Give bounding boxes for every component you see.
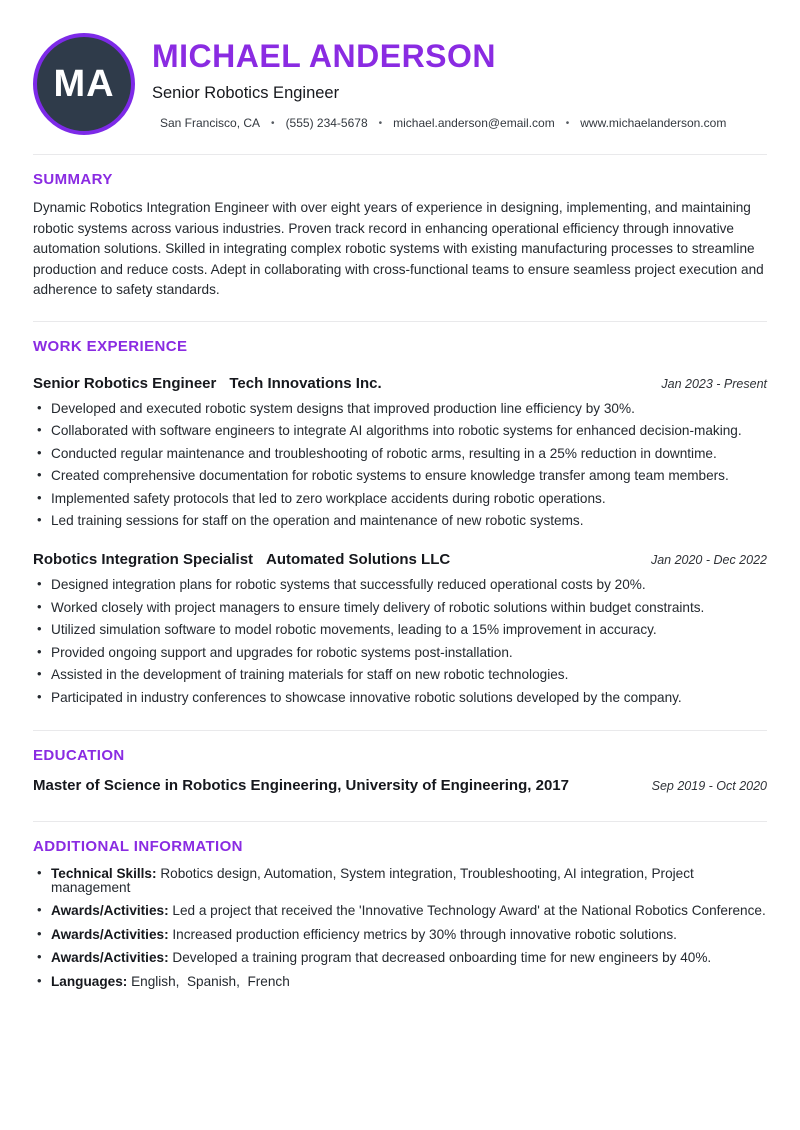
contact-email: michael.anderson@email.com <box>393 116 555 130</box>
job-bullet-text: Participated in industry conferences to showcase innovative robotic solutions developed by the company. <box>51 689 682 705</box>
item-label: Awards/Activities: <box>51 926 169 942</box>
job-bullet-text: Led training sessions for staff on the operation and maintenance of new robotic systems. <box>51 513 584 528</box>
job-bullet <box>33 643 767 660</box>
job-titles <box>33 375 382 392</box>
bullet-marker: • <box>37 489 42 505</box>
job-bullet-text: Utilized simulation software to model robotic movements, leading to a 15% improvement in accuracy. <box>51 622 657 637</box>
additional-info-item <box>33 972 767 989</box>
job-bullet-list <box>33 578 767 705</box>
job-entry <box>33 375 767 529</box>
bullet-marker: • <box>37 512 42 527</box>
job-bullet <box>33 424 767 438</box>
job-bullet <box>33 399 767 416</box>
additional-info-list <box>33 864 767 989</box>
education-divider <box>33 821 767 822</box>
item-text: English, Spanish, French <box>131 973 290 989</box>
bullet-marker: • <box>37 598 42 614</box>
job-role: Senior Robotics Engineer <box>33 374 217 392</box>
item-text: Increased production efficiency metrics by 30% through innovative robotic solutions. <box>172 926 677 942</box>
additional-info-item <box>33 925 767 942</box>
contact-separator: • <box>271 117 275 129</box>
job-bullet-text: Assisted in the development of training materials for staff on new robotic technologies. <box>51 667 569 682</box>
bullet-marker: • <box>37 666 42 681</box>
work-experience-heading: WORK EXPERIENCE <box>33 337 188 355</box>
job-bullet <box>33 578 767 592</box>
bullet-marker: • <box>37 643 42 659</box>
bullet-marker: • <box>37 902 42 917</box>
header-divider <box>33 154 767 155</box>
work-divider <box>33 730 767 731</box>
additional-info-item <box>33 951 767 965</box>
additional-info-section <box>33 838 767 989</box>
job-bullet-text: Worked closely with project managers to ensure timely delivery of robotic solutions within budget constraints. <box>51 599 705 615</box>
avatar <box>33 33 135 135</box>
bullet-marker: • <box>37 467 42 482</box>
bullet-marker: • <box>37 621 42 636</box>
resume-header <box>33 33 767 135</box>
contact-separator: • <box>565 117 570 129</box>
candidate-title: Senior Robotics Engineer <box>152 84 340 102</box>
bullet-marker: • <box>37 925 42 941</box>
job-bullet <box>33 688 767 705</box>
job-bullet-text: Designed integration plans for robotic systems that successfully reduced operational costs by 20%. <box>51 577 646 592</box>
job-bullet <box>33 514 767 528</box>
job-role: Robotics Integration Specialist <box>33 551 254 568</box>
education-degree: Master of Science in Robotics Engineering, University of Engineering, 2017 <box>33 776 569 794</box>
additional-info-item <box>33 864 767 895</box>
job-bullet-list <box>33 399 767 529</box>
bullet-marker: • <box>37 576 42 591</box>
job-bullet <box>33 623 767 637</box>
job-header <box>33 375 767 392</box>
work-experience-section <box>33 338 767 705</box>
contact-location: San Francisco, CA <box>160 116 261 130</box>
education-entry <box>33 777 767 794</box>
contact-website: www.michaelanderson.com <box>580 116 727 130</box>
job-company: Automated Solutions LLC <box>266 551 451 568</box>
job-bullet-text: Created comprehensive documentation for robotic systems to ensure knowledge transfer among team members. <box>51 468 729 483</box>
bullet-marker: • <box>37 399 42 415</box>
job-bullet-text: Implemented safety protocols that led to zero workplace accidents during robotic operations. <box>51 490 606 506</box>
bullet-marker: • <box>37 422 42 437</box>
job-bullet-text: Conducted regular maintenance and troubleshooting of robotic arms, resulting in a 25% reduction in downtime. <box>51 445 717 461</box>
contact-row <box>152 116 726 130</box>
job-bullet <box>33 668 767 682</box>
contact-phone: (555) 234-5678 <box>285 116 368 130</box>
job-bullet <box>33 469 767 483</box>
education-dates: Sep 2019 - Oct 2020 <box>651 778 767 793</box>
education-heading: EDUCATION <box>33 746 125 764</box>
additional-info-heading: ADDITIONAL INFORMATION <box>33 837 243 855</box>
summary-heading: SUMMARY <box>33 171 113 188</box>
summary-divider <box>33 321 767 322</box>
summary-section <box>33 171 767 301</box>
bullet-marker: • <box>37 444 42 460</box>
item-label: Awards/Activities: <box>51 903 169 918</box>
header-text <box>152 33 726 130</box>
contact-separator: • <box>378 117 383 129</box>
item-label: Languages: <box>51 973 128 989</box>
item-text: Developed a training program that decreased onboarding time for new engineers by 40%. <box>172 950 712 965</box>
item-text: Robotics design, Automation, System integration, Troubleshooting, AI integration, Project management <box>51 865 698 895</box>
job-entry <box>33 551 767 705</box>
job-titles <box>33 551 450 568</box>
summary-text: Dynamic Robotics Integration Engineer with over eight years of experience in designing, implementing, and maintaining robotic systems across various industries. Proven track record in enhancing operational efficiency through innovative automation solutions. Skilled in integrating complex robotic systems with existing manufacturing processes to streamline production and reduce costs. Adept in collaborating with cross-functional teams to ensure seamless project execution and adherence to safety standards. <box>33 200 764 297</box>
job-bullet <box>33 489 767 506</box>
bullet-marker: • <box>37 864 42 880</box>
job-company: Tech Innovations Inc. <box>229 374 382 392</box>
job-bullet-text: Provided ongoing support and upgrades for robotic systems post-installation. <box>51 644 513 660</box>
item-label: Technical Skills: <box>51 865 157 881</box>
avatar-initials: MA <box>53 62 115 105</box>
job-dates: Jan 2020 - Dec 2022 <box>650 553 767 567</box>
item-text: Led a project that received the 'Innovative Technology Award' at the National Robotics Conference. <box>172 903 766 918</box>
candidate-name: MICHAEL ANDERSON <box>152 38 497 74</box>
job-bullet-text: Collaborated with software engineers to integrate AI algorithms into robotic systems for enhanced decision-making. <box>51 423 742 438</box>
job-bullet <box>33 598 767 615</box>
bullet-marker: • <box>37 949 42 964</box>
job-bullet-text: Developed and executed robotic system designs that improved production line efficiency by 30%. <box>51 400 635 416</box>
additional-info-item <box>33 904 767 918</box>
job-dates: Jan 2023 - Present <box>661 376 767 391</box>
education-section <box>33 747 767 794</box>
job-header <box>33 551 767 568</box>
job-bullet <box>33 444 767 461</box>
item-label: Awards/Activities: <box>51 950 169 965</box>
bullet-marker: • <box>37 688 42 704</box>
bullet-marker: • <box>37 972 42 988</box>
